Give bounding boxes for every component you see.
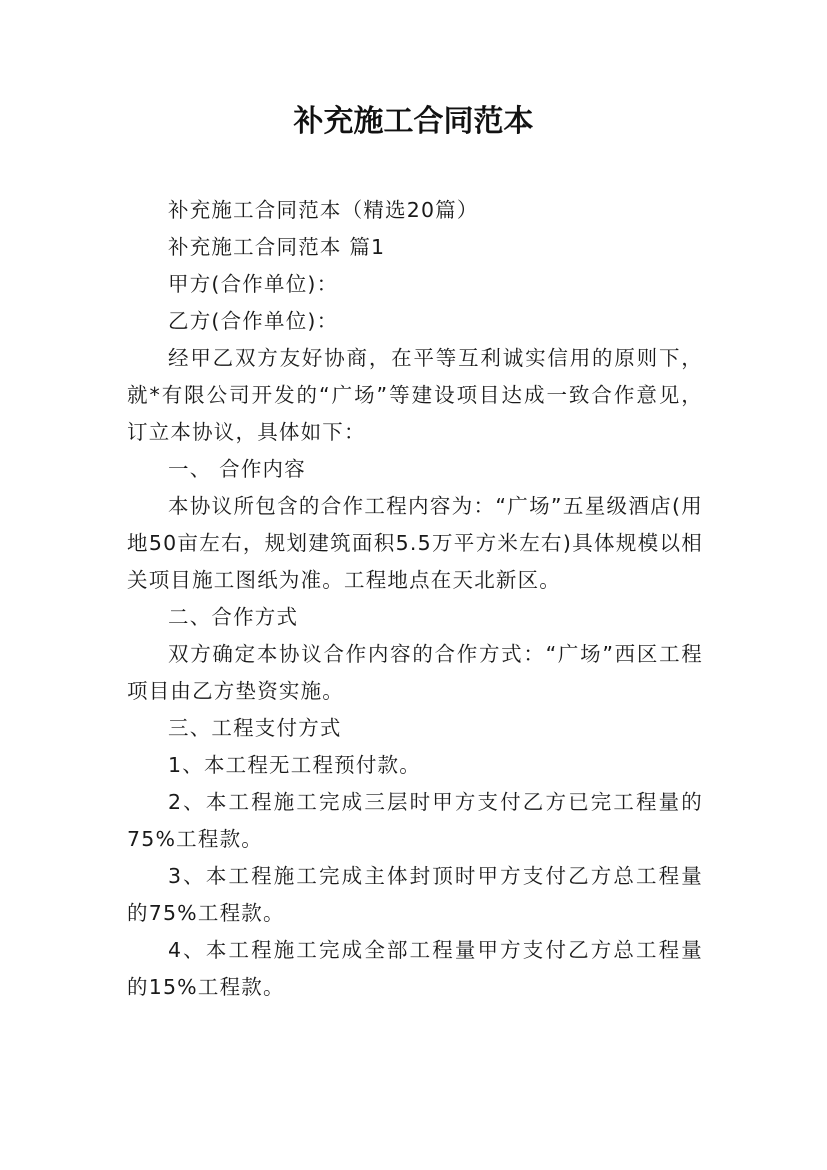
paragraph-payment-item-2: 2、本工程施工完成三层时甲方支付乙方已完工程量的75%工程款。 — [127, 790, 703, 851]
document-body — [127, 192, 703, 1006]
paragraph-payment-item-3: 3、本工程施工完成主体封顶时甲方支付乙方总工程量的75%工程款。 — [127, 864, 703, 925]
paragraph-section-heading: 补充施工合同范本 篇1 — [168, 235, 386, 259]
paragraph-party-a: 甲方(合作单位)： — [168, 272, 339, 296]
paragraph-party-b: 乙方(合作单位)： — [168, 309, 339, 333]
paragraph-preamble: 经甲乙双方友好协商，在平等互利诚实信用的原则下，就*有限公司开发的“广场”等建设项目达成一致合作意见，订立本协议，具体如下： — [127, 346, 703, 444]
paragraph-heading-cooperation-content: 一、 合作内容 — [168, 457, 306, 481]
paragraph-payment-item-4: 4、本工程施工完成全部工程量甲方支付乙方总工程量的15%工程款。 — [127, 938, 703, 999]
document-title: 补充施工合同范本 — [293, 104, 534, 139]
paragraph-cooperation-content: 本协议所包含的合作工程内容为：“广场”五星级酒店(用地50亩左右，规划建筑面积5.5万平方米左右)具体规模以相关项目施工图纸为准。工程地点在天北新区。 — [127, 494, 703, 592]
paragraph-payment-item-1: 1、本工程无工程预付款。 — [168, 753, 421, 777]
paragraph-cooperation-method: 双方确定本协议合作内容的合作方式：“广场”西区工程项目由乙方垫资实施。 — [127, 642, 703, 703]
paragraph-heading-cooperation-method: 二、合作方式 — [168, 605, 299, 629]
paragraph-subtitle: 补充施工合同范本（精选20篇） — [168, 198, 479, 222]
paragraph-heading-payment-method: 三、工程支付方式 — [168, 716, 342, 740]
